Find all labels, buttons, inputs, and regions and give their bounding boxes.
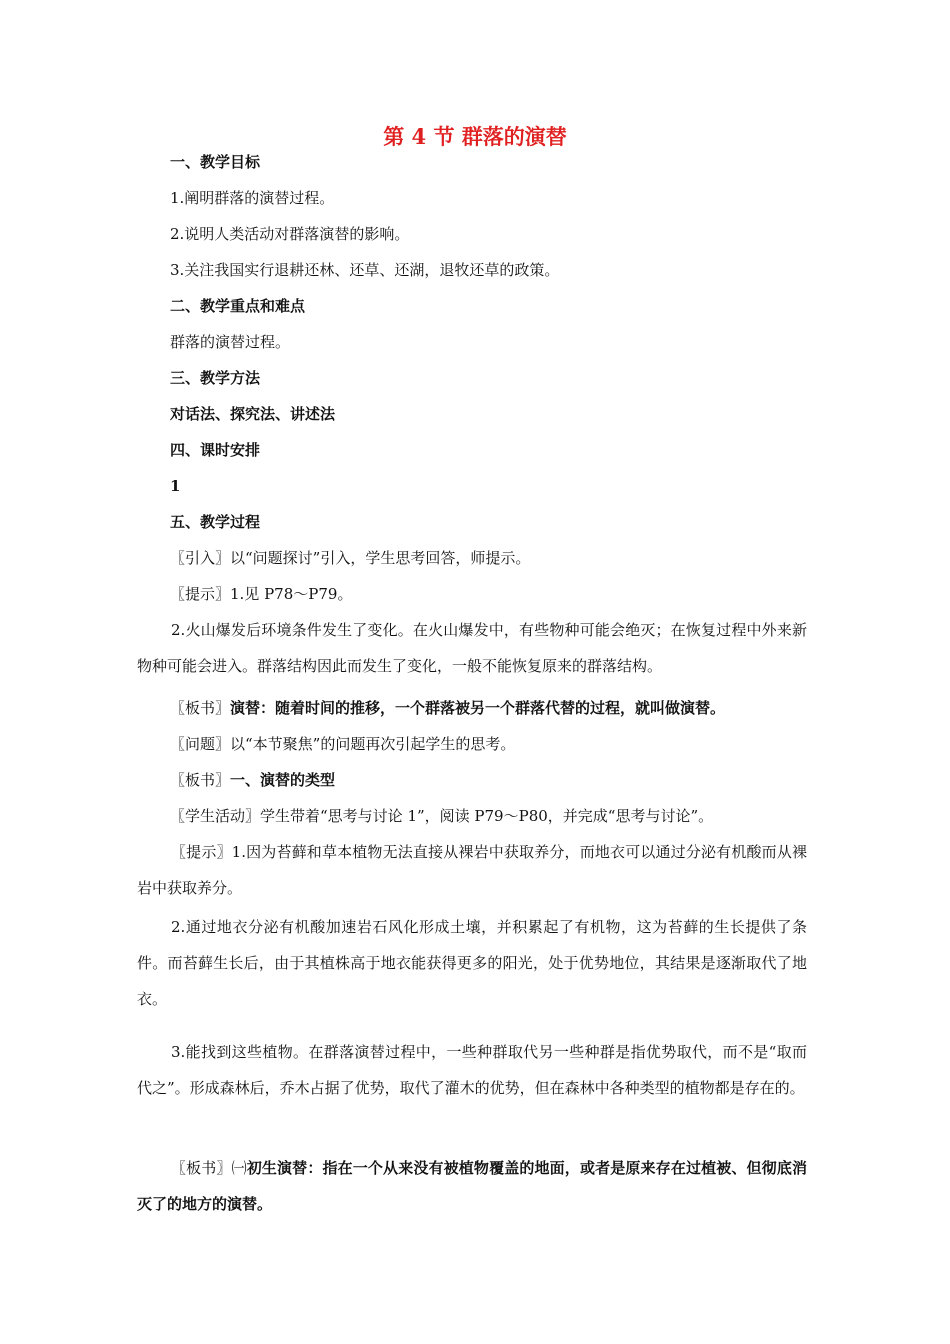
section-heading-process: 五、教学过程 xyxy=(170,513,261,531)
section-heading-methods: 三、教学方法 xyxy=(170,369,261,387)
hint-1-paragraph: 〖提示〗1.见 P78～P79。 xyxy=(170,585,353,603)
board-2-text: 一、演替的类型 xyxy=(230,771,336,789)
section-heading-objectives: 一、教学目标 xyxy=(170,153,261,171)
methods-text: 对话法、探究法、讲述法 xyxy=(170,405,336,423)
hint-2-paragraph: 〖提示〗1.因为苔藓和草本植物无法直接从裸岩中获取养分，而地衣可以通过分泌有机酸而从裸岩中获取养分。 xyxy=(137,843,807,897)
board-1-text: 演替：随着时间的推移，一个群落被另一个群落代替的过程，就叫做演替。 xyxy=(230,699,726,717)
board-2-paragraph xyxy=(170,769,335,791)
objective-1: 1.阐明群落的演替过程。 xyxy=(170,189,335,207)
hours-text: 1 xyxy=(170,477,181,495)
section-heading-focus: 二、教学重点和难点 xyxy=(170,297,306,315)
intro-paragraph: 〖引入〗以“问题探讨”引入，学生思考回答，师提示。 xyxy=(170,549,531,567)
focus-text: 群落的演替过程。 xyxy=(170,333,291,351)
board-2-tag: 〖板书〗 xyxy=(170,771,231,789)
board-3-tag: 〖板书〗㈠ xyxy=(171,1159,247,1177)
activity-paragraph: 〖学生活动〗学生带着“思考与讨论 1”，阅读 P79～P80，并完成“思考与讨论”。 xyxy=(170,807,714,825)
section-heading-hours: 四、课时安排 xyxy=(170,441,261,459)
question-paragraph: 〖问题〗以“本节聚焦”的问题再次引起学生的思考。 xyxy=(170,735,516,753)
lichen-paragraph: 2.通过地衣分泌有机酸加速岩石风化形成土壤，并积累起了有机物，这为苔藓的生长提供了条件。而苔藓生长后，由于其植株高于地衣能获得更多的阳光，处于优势地位，其结果是逐渐取代了地衣。 xyxy=(137,918,807,1008)
board-3-text: 初生演替：指在一个从来没有被植物覆盖的地面，或者是原来存在过植被、但彻底消灭了的地方的演替。 xyxy=(137,1159,807,1213)
board-1-tag: 〖板书〗 xyxy=(170,699,231,717)
plants-paragraph: 3.能找到这些植物。在群落演替过程中，一些种群取代另一些种群是指优势取代，而不是“取而代之”。形成森林后，乔木占据了优势，取代了灌木的优势，但在森林中各种类型的植物都是存在的。 xyxy=(137,1043,807,1097)
board-1-paragraph xyxy=(170,697,725,719)
objective-3: 3.关注我国实行退耕还林、还草、还湖，退牧还草的政策。 xyxy=(170,261,560,279)
page-title: 第 4 节 群落的演替 xyxy=(383,124,567,149)
volcano-paragraph: 2.火山爆发后环境条件发生了变化。在火山爆发中，有些物种可能会绝灭；在恢复过程中外来新物种可能会进入。群落结构因此而发生了变化，一般不能恢复原来的群落结构。 xyxy=(137,621,807,675)
board-3-paragraph xyxy=(137,1150,807,1222)
objective-2: 2.说明人类活动对群落演替的影响。 xyxy=(170,225,410,243)
